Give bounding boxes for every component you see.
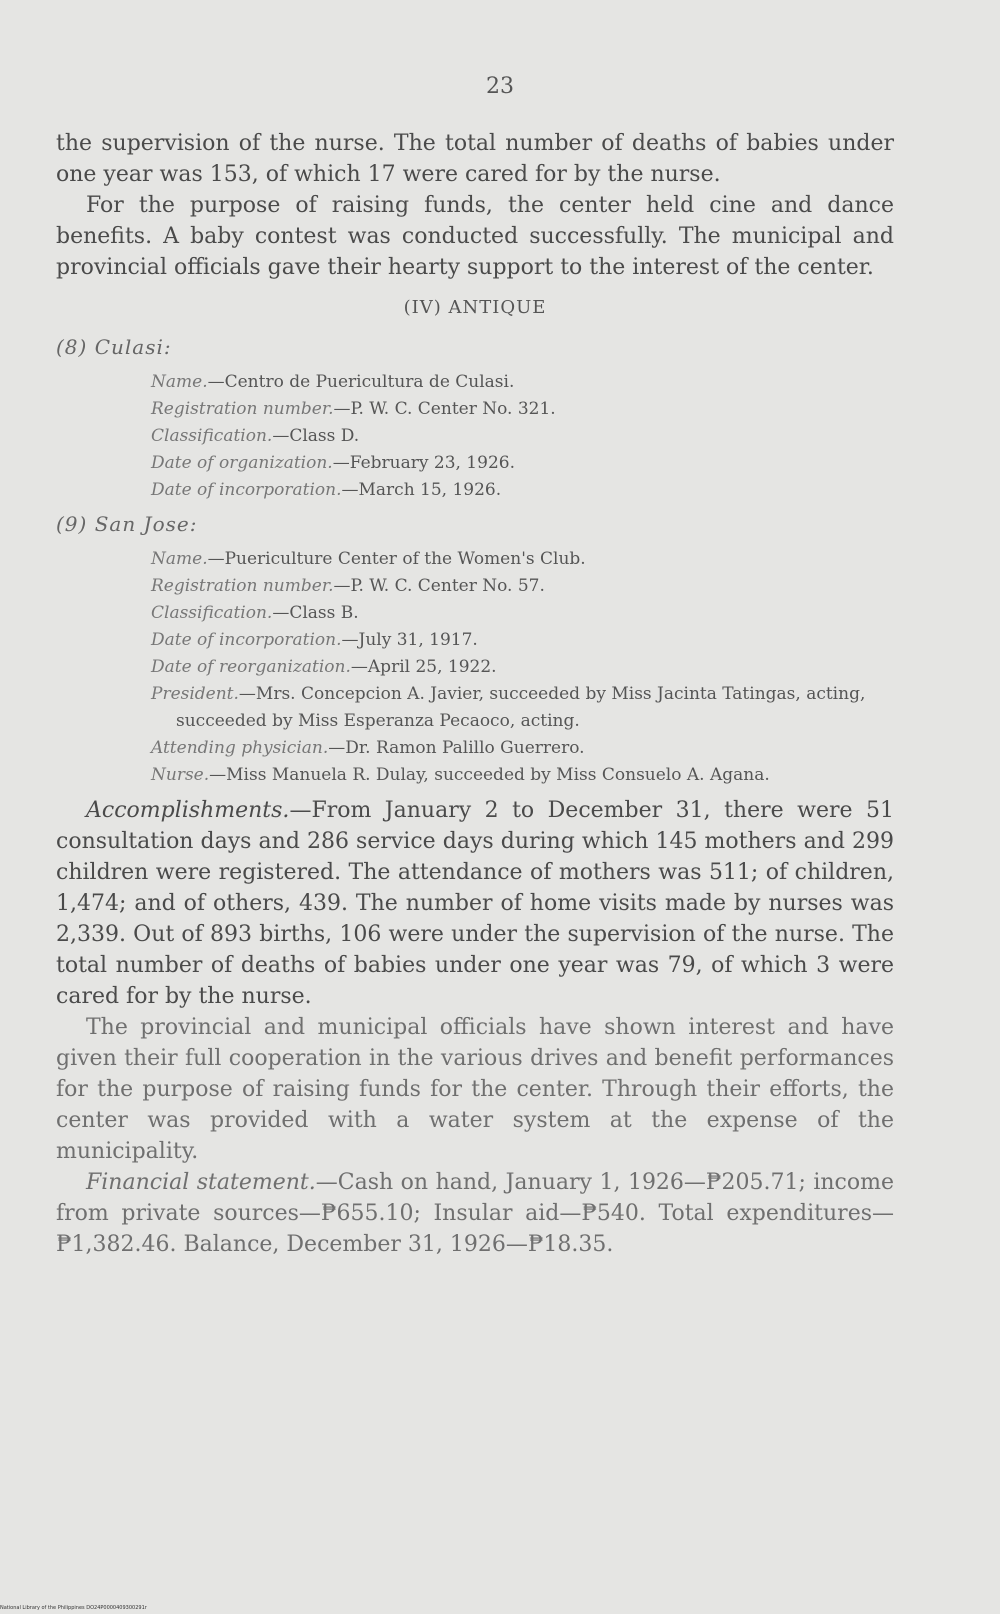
field-nurse: Nurse.—Miss Manuela R. Dulay, succeeded by Miss Consuelo A. Agana. [151,765,770,785]
page-number: 23 [486,74,514,99]
page-body [56,128,894,1260]
field-date-incorporation: Date of incorporation.—July 31, 1917. [151,630,478,650]
field-registration-number: Registration number.—P. W. C. Center No. 57. [151,576,545,596]
intro-paragraph-2: For the purpose of raising funds, the center held cine and dance benefits. A baby contest was conducted successfully. The municipal and provincial officials gave their hearty support to the interest of the center. [56,193,894,280]
center-heading-culasi: (8) Culasi: [56,335,172,359]
officials-paragraph: The provincial and municipal officials have shown interest and have given their full cooperation in the various drives and benefit performances for the purpose of raising funds for the center. Through their efforts, the center was provided with a water system at the expense of the municipality. [56,1015,894,1164]
financial-statement-paragraph: Financial statement.—Cash on hand, January 1, 1926—₱205.71; income from private sources—₱655.10; Insular aid—₱540. Total expenditures—₱1,382.46. Balance, December 31, 1926—₱18.35. [56,1170,895,1257]
field-name: Name.—Puericulture Center of the Women's Club. [151,549,586,569]
accomplishments-paragraph: Accomplishments.—From January 2 to December 31, there were 51 consultation days and 286 service days during which 145 mothers and 299 children were registered. The attendance of mothers was 511; of children, 1,474; and of others, 439. The number of home visits made by nurses was 2,339. Out of 893 births, 106 were under the supervision of the nurse. The total number of deaths of babies under one year was 79, of which 3 were cared for by the nurse. [56,798,894,1009]
archive-footer: National Library of the Philippines DO24P0000409300291r [0,1605,147,1611]
center-fields-culasi [151,369,894,504]
field-attending-physician: Attending physician.—Dr. Ramon Palillo Guerrero. [151,738,585,758]
field-classification: Classification.—Class B. [151,603,359,623]
field-president: President.—Mrs. Concepcion A. Javier, succeeded by Miss Jacinta Tatingas, acting, succeeded by Miss Esperanza Pecaoco, acting. [151,684,866,731]
section-heading: (IV) ANTIQUE [403,297,547,318]
field-date-incorporation: Date of incorporation.—March 15, 1926. [151,480,502,500]
center-heading-san-jose: (9) San Jose: [56,512,198,536]
field-registration-number: Registration number.—P. W. C. Center No. 321. [151,399,556,419]
center-fields-san-jose [151,546,894,789]
field-classification: Classification.—Class D. [151,426,360,446]
intro-paragraph-1: the supervision of the nurse. The total number of deaths of babies under one year was 153, of which 17 were cared for by the nurse. [56,131,894,187]
field-date-reorganization: Date of reorganization.—April 25, 1922. [151,657,497,677]
field-date-organization: Date of organization.—February 23, 1926. [151,453,515,473]
field-name: Name.—Centro de Puericultura de Culasi. [151,372,515,392]
